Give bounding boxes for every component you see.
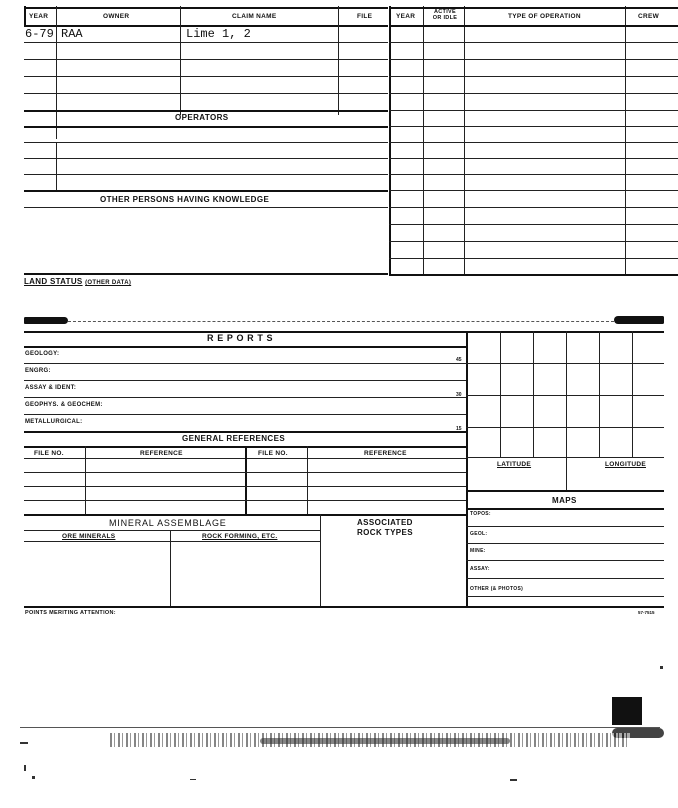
report-label-geophys: GEOPHYS. & GEOCHEM:: [25, 402, 103, 408]
maps-item-geol: GEOL:: [470, 531, 488, 537]
ops-header-year: YEAR: [396, 13, 416, 20]
latitude-label: LATITUDE: [497, 461, 532, 468]
ops-header-crew: CREW: [638, 13, 660, 20]
ops-header-active-idle: ACTIVE OR IDLE: [432, 9, 458, 21]
report-num-geology: 45: [456, 357, 462, 363]
associated-rock-types-line1: ASSOCIATED: [357, 518, 413, 527]
col-header-year: YEAR: [29, 13, 49, 20]
report-label-metallurgical: METALLURGICAL:: [25, 419, 83, 425]
entry-year-owner: 6-79 RAA: [25, 27, 83, 41]
reports-title: R E P O R T S: [207, 333, 274, 343]
report-label-geology: GEOLOGY:: [25, 351, 60, 357]
maps-item-assay: ASSAY:: [470, 566, 490, 572]
operators-title: OPERATORS: [175, 113, 229, 122]
gr-header-file-no-2: FILE NO.: [258, 450, 288, 457]
rock-forming-label: ROCK FORMING, ETC.: [202, 533, 278, 540]
land-status-sub: (OTHER DATA): [85, 280, 132, 286]
maps-item-mine: MINE:: [470, 548, 486, 554]
report-num-metallurgical: 15: [456, 426, 462, 432]
ops-header-type-operation: TYPE OF OPERATION: [508, 13, 581, 20]
maps-item-other: OTHER (& PHOTOS): [470, 586, 524, 592]
gr-header-file-no-1: FILE NO.: [34, 450, 64, 457]
entry-claim-name: Lime 1, 2: [186, 27, 251, 41]
longitude-label: LONGITUDE: [605, 461, 646, 468]
points-meriting-attention-label: POINTS MERITING ATTENTION:: [25, 610, 116, 616]
col-header-file: FILE: [357, 13, 373, 20]
scan-mark-left: [24, 317, 68, 324]
gr-header-reference-2: REFERENCE: [364, 450, 407, 457]
mineral-assemblage-title: MINERAL ASSEMBLAGE: [109, 518, 227, 528]
other-persons-title: OTHER PERSONS HAVING KNOWLEDGE: [100, 195, 270, 204]
form-number: 57-7515: [638, 610, 655, 615]
col-header-owner: OWNER: [103, 13, 130, 20]
col-header-claim-name: CLAIM NAME: [232, 13, 277, 20]
land-status-label: LAND STATUS: [24, 277, 83, 286]
general-references-title: GENERAL REFERENCES: [182, 434, 286, 443]
report-label-engrg: ENGRG:: [25, 368, 51, 374]
scan-mark-right: [614, 316, 664, 324]
ore-minerals-label: ORE MINERALS: [62, 533, 116, 540]
report-num-assay: 30: [456, 392, 462, 398]
associated-rock-types-line2: ROCK TYPES: [357, 528, 414, 537]
maps-title: MAPS: [552, 496, 577, 505]
report-label-assay: ASSAY & IDENT:: [25, 385, 77, 391]
maps-item-topos: TOPOS:: [470, 511, 491, 517]
gr-header-reference-1: REFERENCE: [140, 450, 183, 457]
